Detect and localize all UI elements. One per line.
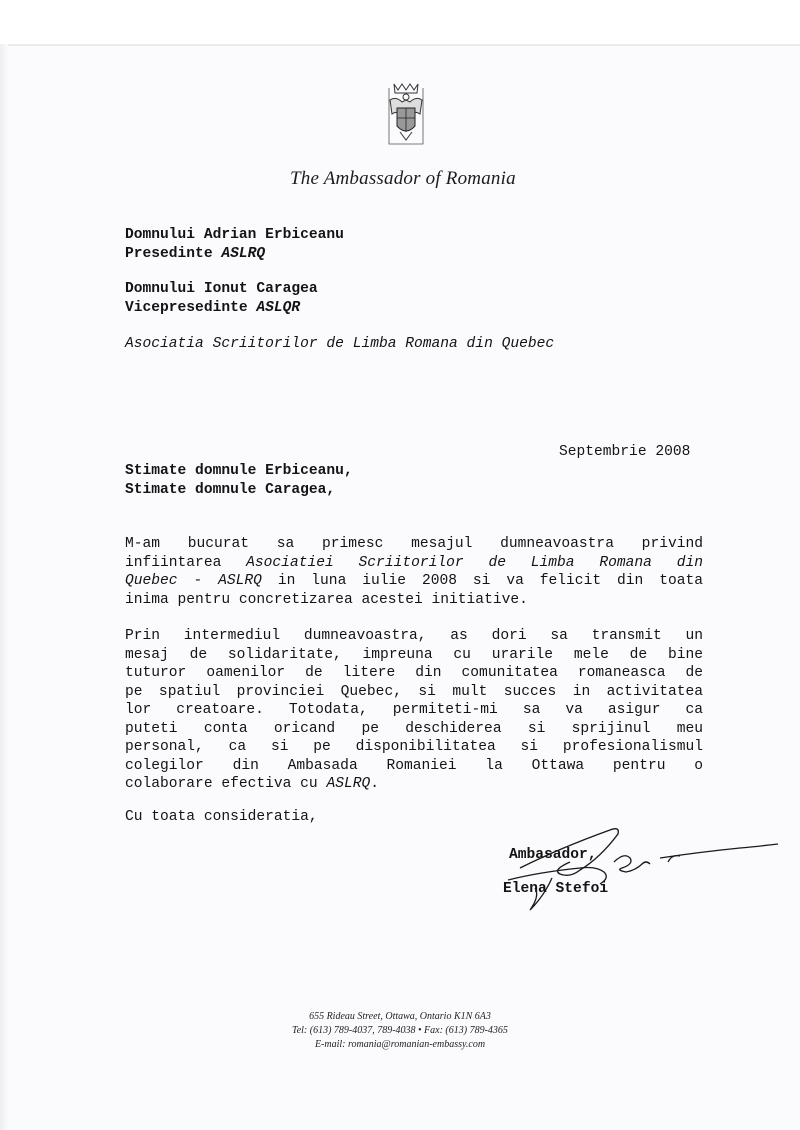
footer-email: E-mail: romania@romanian-embassy.com (314, 1039, 486, 1050)
p1-line-4: inima pentru concretizarea acestei initiative. (125, 591, 528, 608)
recipient-2-role: Vicepresedinte ASLQR (125, 300, 301, 316)
handwritten-signature (500, 818, 790, 918)
p2-line-3: tuturor oamenilor de litere din comunitatea romaneasca de (125, 665, 703, 681)
p2-line-6: puteti conta oricand pe deschiderea si sprijinul meu (125, 720, 703, 737)
recipient-2-name: Domnului Ionut Caragea (125, 281, 318, 297)
scan-edge-line (0, 44, 800, 46)
p2-line-8: colegilor din Ambasada Romaniei la Ottawa pentru o (125, 757, 703, 774)
p2-line-1: Prin intermediul dumneavoastra, as dori sa transmit un (125, 628, 703, 644)
p2-line-7: personal, ca si pe disponibilitatea si profesionalismul (125, 739, 703, 755)
letter-date: Septembrie 2008 (559, 444, 691, 460)
p2-line-5: lor creatoare. Totodata, permiteti-mi sa va asigur ca (125, 702, 703, 718)
signoff-name: Elena Stefoi (503, 881, 609, 897)
paragraph-1 (125, 535, 703, 609)
recipient-1-role: Presedinte ASLRQ (125, 246, 266, 262)
scan-top-margin (0, 0, 800, 44)
recipient-2-org: ASLQR (256, 300, 301, 316)
coat-of-arms-icon (386, 80, 426, 150)
p2-line-9: colaborare efectiva cu ASLRQ. (125, 776, 379, 792)
recipient-1-org: ASLRQ (221, 246, 266, 262)
association-name: Asociatia Scriitorilor de Limba Romana din Quebec (125, 336, 555, 352)
letterhead-title: The Ambassador of Romania (290, 168, 516, 189)
p2-line-4: pe spatiul provinciei Quebec, si mult succes in activitatea (125, 683, 703, 700)
p1-line-2: infiintarea Asociatiei Scriitorilor de Limba Romana din (125, 554, 703, 571)
recipient-1-name: Domnului Adrian Erbiceanu (125, 227, 344, 243)
signoff-title: Ambasador, (509, 847, 597, 863)
p1-line-1: M-am bucurat sa primesc mesajul dumneavoastra privind (125, 536, 703, 552)
footer-address: 655 Rideau Street, Ottawa, Ontario K1N 6A3 (309, 1011, 491, 1022)
p2-line-2: mesaj de solidaritate, impreuna cu urarile mele de bine (125, 646, 703, 663)
scan-left-shadow (0, 44, 8, 1130)
paragraph-2 (125, 627, 703, 794)
footer-phone: Tel: (613) 789-4037, 789-4038 • Fax: (613) 789-4365 (292, 1025, 508, 1036)
closing-line: Cu toata consideratia, (125, 809, 318, 825)
p1-line-3: Quebec - ASLRQ in luna iulie 2008 si va felicit din toata (125, 573, 703, 589)
salutation-line-1: Stimate domnule Erbiceanu, (125, 463, 353, 479)
salutation-line-2: Stimate domnule Caragea, (125, 482, 336, 498)
